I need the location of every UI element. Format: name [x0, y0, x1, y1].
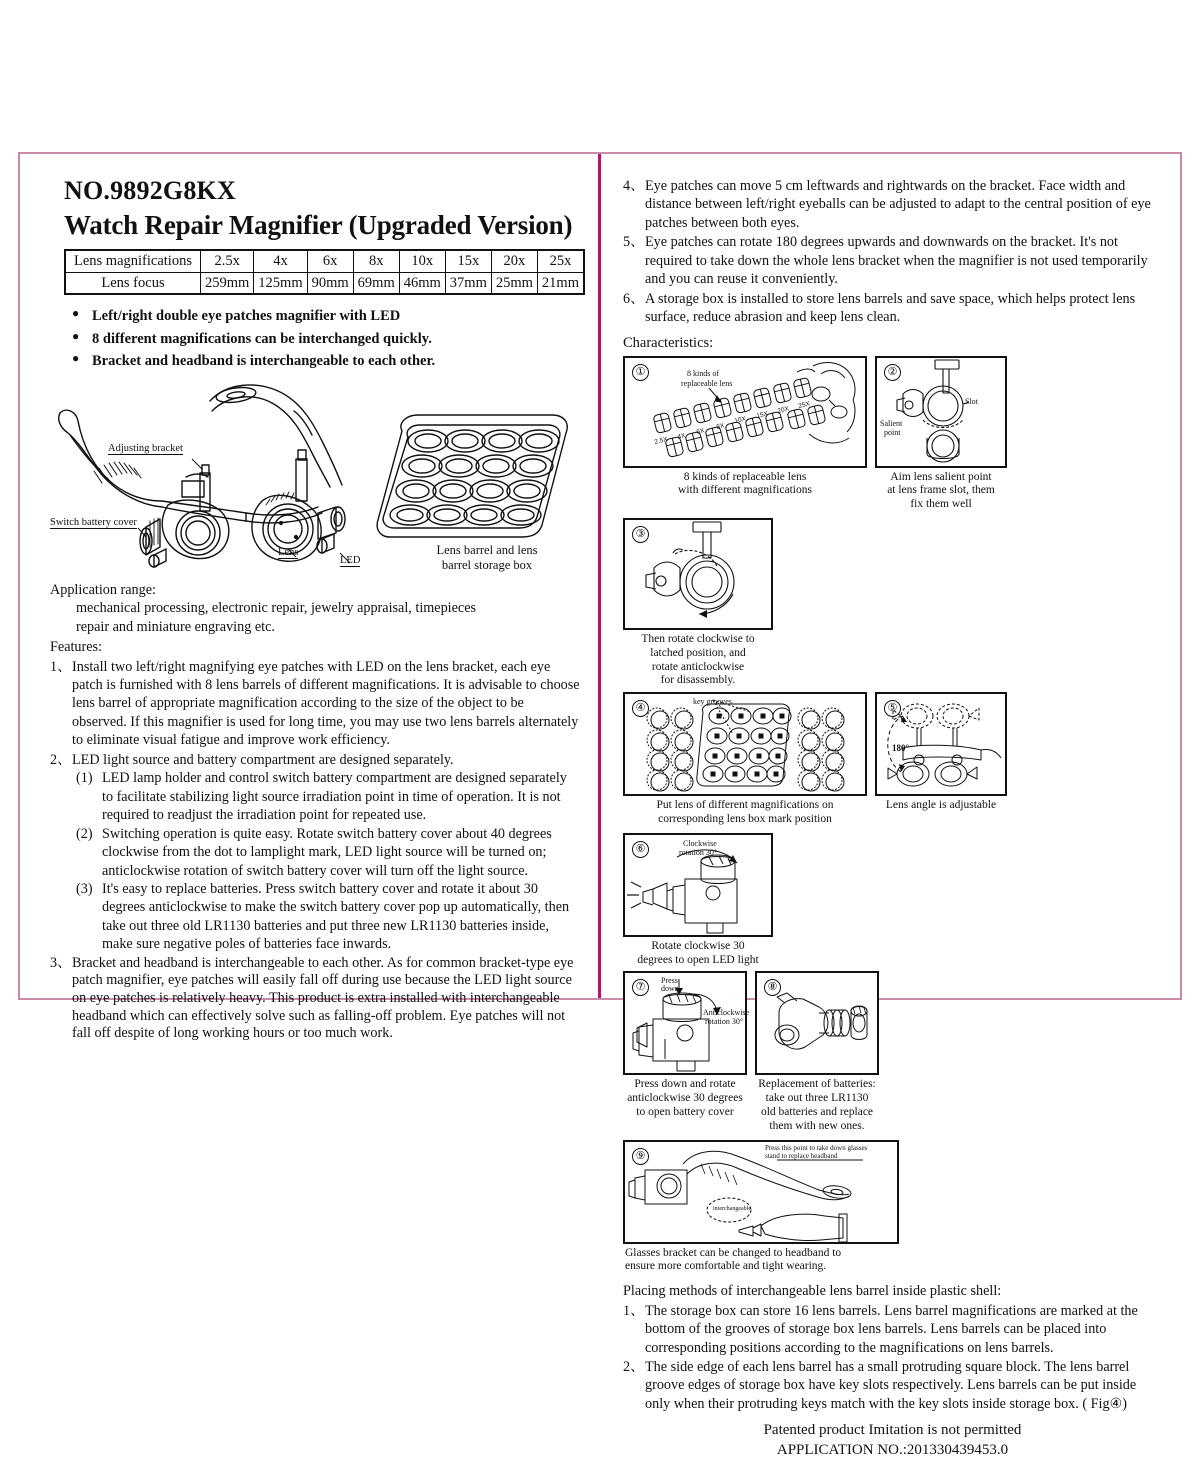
panel-2-number: ② — [884, 364, 901, 381]
feature-item-4 — [623, 177, 1162, 232]
feature-subitem-2-number: (2) — [76, 825, 93, 842]
panel-8-caption-line1: Replacement of batteries: — [758, 1078, 876, 1091]
patent-footer — [623, 1421, 1162, 1460]
panel-6 — [623, 833, 773, 937]
cell-focus-3: 69mm — [353, 272, 399, 294]
characteristic-cell-1 — [623, 356, 867, 512]
characteristic-cell-7 — [623, 971, 750, 1133]
label-lens: Lens — [278, 546, 299, 558]
left-page — [20, 154, 598, 1042]
application-range-line2: repair and miniature engraving etc. — [76, 618, 275, 635]
hero-illustration — [50, 377, 580, 577]
panel-3-caption-line4: for disassembly. — [660, 674, 736, 687]
cell-mag-3: 8x — [353, 250, 399, 272]
panel-6-inner-label-line1: Clockwise — [683, 838, 717, 848]
feature-subitem-3-text: It's easy to replace batteries. Press switch battery cover and rotate it about 30 degrees anticlockwise to make the switch battery cover pop up automatically, then take out three old LR1130 batteries and put three new LR1130 batteries inside, make sure negative poles of batteries face inwards. — [102, 881, 570, 953]
cell-mag-4: 10x — [399, 250, 445, 272]
panel-5-number: ⑤ — [884, 700, 901, 717]
panel-4-caption-line2: corresponding lens box mark position — [658, 813, 832, 825]
svg-text:8X: 8X — [715, 421, 726, 431]
label-led: LED — [340, 554, 361, 566]
panel-1-drawing — [625, 358, 865, 466]
feature-subitem-2 — [76, 825, 580, 880]
panel-1 — [623, 356, 867, 468]
right-body-copy — [623, 177, 1162, 327]
panel-7-inner-label-anticlockwise: Anticlockwise — [703, 1008, 750, 1018]
panel-1-caption-line2: with different magnifications — [678, 484, 812, 497]
feature-item-3 — [50, 955, 580, 1043]
panel-9-drawing — [625, 1142, 897, 1242]
feature-item-4-text: Eye patches can move 5 cm leftwards and rightwards on the bracket. Face width and distance between left/right eyeballs can be adjusted to adapt to the central position of eye patches between both eyes. — [645, 178, 1151, 231]
svg-text:15X: 15X — [755, 409, 769, 420]
panel-5-inner-label-180: 180° — [892, 743, 910, 754]
feature-subitem-1-text: LED lamp holder and control switch battery compartment are designed separately to facilitate stabilizing light source irradiation point in time of operation. It is not required to readjust the irradiation point for repeated use. — [102, 770, 567, 824]
panel-4-number: ④ — [632, 700, 649, 717]
characteristic-cell-3 — [623, 518, 773, 688]
specification-table — [64, 249, 585, 295]
storage-box-caption-line1: Lens barrel and lens — [436, 542, 538, 557]
feature-item-2 — [50, 751, 580, 769]
svg-text:20X: 20X — [776, 404, 790, 415]
list-item: ● 8 different magnifications can be interchanged quickly. — [72, 328, 580, 350]
feature-item-3-number: 3、 — [50, 954, 72, 971]
panel-4-inner-label-key-grooves: key grooves — [693, 697, 732, 707]
application-range-line1: mechanical processing, electronic repair, jewelry appraisal, timepieces — [76, 600, 477, 617]
cell-focus-6: 25mm — [491, 272, 537, 294]
panel-7-caption-line1: Press down and rotate — [634, 1078, 736, 1091]
characteristic-cell-2 — [875, 356, 1007, 512]
cell-mag-6: 20x — [491, 250, 537, 272]
panel-1-caption-line1: 8 kinds of replaceable lens — [683, 470, 807, 483]
feature-item-3-text: Bracket and headband is interchangeable to each other. As for common bracket-type eye patch magnifier, eye patches will easily fall off during use because the LED light source on eye patches is relatively heavy. This product is extra installed with interchangeable headband which can effectively solve such as falling-off problem. Eye patches will not fall off despite of long working hours or too much work. — [72, 954, 574, 1042]
panel-9-caption-line1: Glasses bracket can be changed to headband to — [625, 1246, 842, 1259]
panel-3-number: ③ — [632, 526, 649, 543]
characteristic-cell-8 — [755, 971, 879, 1133]
label-adjusting-bracket: Adjusting bracket — [108, 442, 183, 454]
feature-item-2-text: LED light source and battery compartment are designed separately. — [72, 751, 454, 768]
feature-item-1-text: Install two left/right magnifying eye patches with LED on the lens bracket, each eye patch is furnished with 8 lens barrels of different magnifications. It is advisable to choose lens barrel of appropriate magnification according to the size of the object to be observed. If this magnifier is used for long time, you may use two lens barrels alternately to eliminate visual fatigue and improve work efficiency. — [72, 658, 580, 749]
list-item: ● Bracket and headband is interchangeable to each other. — [72, 350, 580, 372]
panel-3-caption-line1: Then rotate clockwise to — [641, 633, 755, 646]
panel-2-inner-label-slot: Slot — [965, 396, 978, 406]
feature-subitem-1 — [76, 769, 580, 824]
feature-subitem-2-text: Switching operation is quite easy. Rotate switch battery cover about 40 degrees clockwise from the dot to lamplight mark, LED light source will be turned on; anticlockwise rotation of switch battery cover will turn off the light source. — [102, 825, 552, 879]
features-heading: Features: — [50, 639, 103, 656]
panel-3 — [623, 518, 773, 630]
panel-9-inner-label-line1: Press this point to take down glasses — [765, 1143, 868, 1152]
panel-7-inner-label-down: down — [661, 984, 679, 994]
panel-3-caption-line2: latched position, and — [650, 646, 746, 659]
placing-method-item-1-text: The storage box can store 16 lens barrels. Lens barrel magnifications are marked at the bottom of the grooves of storage box lens barrels. Lens barrels can be placed into corresponding positions according to the magnifications on lens barrels. — [645, 1302, 1138, 1356]
characteristics-grid-row-2 — [623, 692, 1162, 967]
cell-mag-5: 15x — [445, 250, 491, 272]
panel-2-inner-label-point: point — [884, 427, 901, 437]
cell-mag-2: 6x — [307, 250, 353, 272]
feature-item-1 — [50, 658, 580, 750]
svg-text:25X: 25X — [797, 399, 811, 410]
cell-focus-1: 125mm — [254, 272, 307, 294]
svg-text:6X: 6X — [695, 426, 706, 436]
panel-9-inner-label-line2: stand to replace headband — [765, 1151, 838, 1160]
characteristics-heading: Characteristics: — [623, 334, 714, 351]
panel-1-number: ① — [632, 364, 649, 381]
product-title: Watch Repair Magnifier (Upgraded Version) — [64, 210, 573, 240]
panel-2-caption-line3: fix them well — [910, 498, 972, 511]
svg-text:10X: 10X — [733, 414, 747, 425]
cell-focus-7: 21mm — [537, 272, 584, 294]
right-page — [601, 154, 1180, 1458]
panel-8-caption-line3: old batteries and replace — [760, 1105, 874, 1118]
placing-method-item-2-text: The side edge of each lens barrel has a small protruding square block. The lens barrel groove edges of storage box have key slots respectively. Lens barrels can be put inside only when their protruding keys match with the key slots inside storage box. ( Fig④) — [645, 1358, 1137, 1412]
panel-7-caption-line2: anticlockwise 30 degrees — [627, 1092, 743, 1105]
panel-4-drawing — [625, 694, 865, 794]
panel-9-number: ⑨ — [632, 1148, 649, 1165]
cell-focus-0: 259mm — [200, 272, 253, 294]
panel-6-caption-line1: Rotate clockwise 30 — [651, 939, 745, 952]
panel-9-inner-label-interchangeable: interchangeable — [713, 1205, 751, 1212]
application-number: APPLICATION NO.:201330439453.0 — [776, 1441, 1009, 1458]
feature-item-6-text: A storage box is installed to store lens barrels and save space, which helps protect lens surface, reduce abrasion and keep lens clean. — [645, 290, 1136, 326]
panel-4-caption-line1: Put lens of different magnifications on — [656, 799, 834, 812]
characteristics-grid-row-3 — [623, 971, 1162, 1274]
feature-item-2-number: 2、 — [50, 751, 72, 768]
cell-mag-0: 2.5x — [200, 250, 253, 272]
panel-3-caption-line3: rotate anticlockwise — [651, 660, 745, 673]
cell-mag-1: 4x — [254, 250, 307, 272]
panel-6-caption-line2: degrees to open LED light — [637, 953, 759, 966]
feature-item-5-text: Eye patches can rotate 180 degrees upwards and downwards on the bracket. It's not required to take down the whole lens bracket when the magnifier is not used temporarily and you can reuse it conveniently. — [645, 234, 1148, 288]
placing-methods-heading: Placing methods of interchangeable lens barrel inside plastic shell: — [623, 1283, 1002, 1300]
label-switch-battery-cover: Switch battery cover — [50, 516, 137, 528]
characteristics-grid-row-1 — [623, 356, 1162, 689]
svg-text:2.5X: 2.5X — [653, 435, 669, 446]
feature-subitem-3-number: (3) — [76, 881, 93, 897]
panel-7-inner-label-press: Press — [661, 976, 678, 986]
cell-focus-4: 46mm — [399, 272, 445, 294]
table-row-magnifications — [65, 250, 584, 272]
characteristic-cell-9 — [623, 1140, 899, 1275]
panel-7 — [623, 971, 750, 1075]
feature-subitem-3 — [76, 880, 580, 954]
panel-7-number: ⑦ — [632, 979, 649, 996]
feature-item-4-number: 4、 — [623, 178, 645, 194]
panel-6-inner-label-line2: rotation 30° — [679, 847, 718, 857]
panel-5-caption-line1: Lens angle is adjustable — [885, 799, 997, 812]
panel-8-caption-line4: them with new ones. — [769, 1119, 865, 1132]
highlight-list — [72, 305, 580, 372]
svg-text:4X: 4X — [676, 431, 687, 441]
placing-method-item-2 — [623, 1358, 1162, 1413]
feature-item-5 — [623, 233, 1162, 288]
characteristic-cell-4 — [623, 692, 867, 827]
panel-8-caption-line2: take out three LR1130 — [765, 1092, 869, 1105]
panel-8 — [755, 971, 879, 1075]
placing-method-item-2-number: 2、 — [623, 1358, 645, 1375]
panel-4 — [623, 692, 867, 796]
storage-box-caption-line2: barrel storage box — [441, 558, 533, 573]
characteristic-cell-5 — [875, 692, 1007, 827]
feature-item-1-number: 1、 — [50, 658, 72, 675]
panel-5 — [875, 692, 1007, 796]
panel-9 — [623, 1140, 899, 1244]
panel-2-caption-line1: Aim lens salient point — [890, 470, 992, 483]
panel-2-inner-label-salient: Salient — [880, 418, 903, 428]
panel-1-inner-label-line1: 8 kinds of — [687, 368, 719, 378]
feature-item-6 — [623, 290, 1162, 327]
placing-method-item-1-number: 1、 — [623, 1302, 645, 1319]
table-row-focus — [65, 272, 584, 294]
application-range-heading: Application range: — [50, 581, 156, 598]
panel-9-caption-line2: ensure more comfortable and tight wearing. — [625, 1260, 827, 1273]
placing-method-item-1 — [623, 1302, 1162, 1357]
row-header-magnifications: Lens magnifications — [65, 250, 200, 272]
cell-focus-5: 37mm — [445, 272, 491, 294]
feature-item-6-number: 6、 — [623, 290, 645, 307]
panel-1-inner-label-line2: replaceable lens — [681, 378, 733, 388]
cell-focus-2: 90mm — [307, 272, 353, 294]
cell-mag-7: 25x — [537, 250, 584, 272]
panel-7-inner-label-rotation-30: rotation 30° — [705, 1017, 744, 1027]
list-item: ● Left/right double eye patches magnifier with LED — [72, 305, 580, 327]
characteristic-cell-6 — [623, 833, 773, 968]
patent-statement: Patented product Imitation is not permitted — [763, 1422, 1022, 1439]
left-body-copy — [50, 581, 580, 1043]
panel-7-caption-line3: to open battery cover — [636, 1105, 734, 1118]
row-header-focus: Lens focus — [65, 272, 200, 294]
panel-6-number: ⑥ — [632, 841, 649, 858]
panel-2-caption-line2: at lens frame slot, them — [887, 484, 995, 497]
placing-methods-section — [623, 1282, 1162, 1413]
feature-subitem-1-number: (1) — [76, 770, 93, 787]
model-number: NO.9892G8KX — [64, 176, 236, 205]
panel-8-number: ⑧ — [764, 979, 781, 996]
feature-item-5-number: 5、 — [623, 234, 645, 251]
panel-2 — [875, 356, 1007, 468]
instruction-sheet — [18, 152, 1182, 1458]
